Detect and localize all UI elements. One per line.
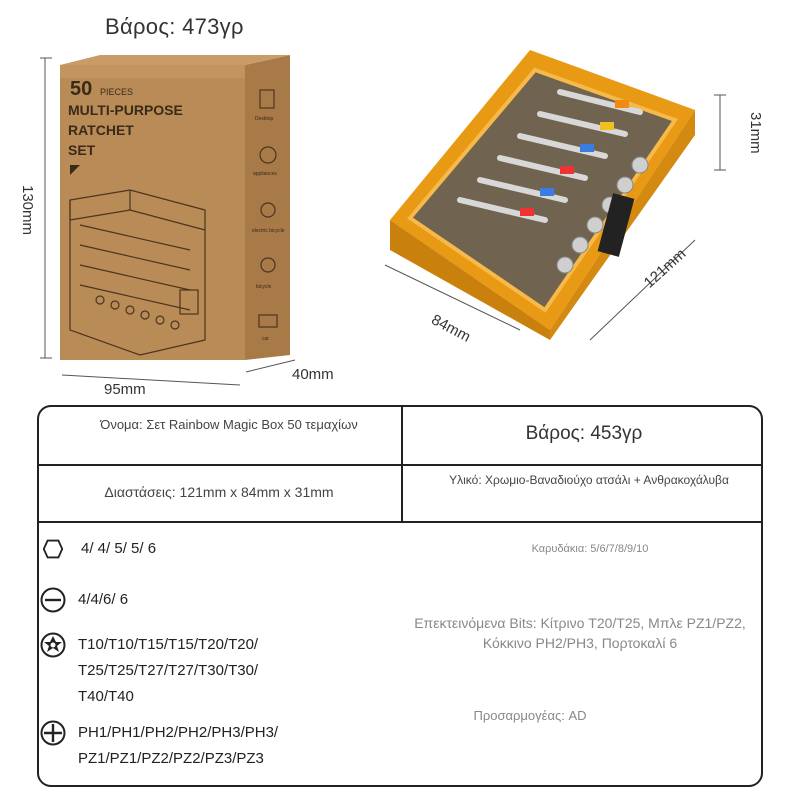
box-depth-label: 40mm xyxy=(292,366,334,383)
sockets-text: Καρυδάκια: 5/6/7/8/9/10 xyxy=(531,543,649,555)
spec-hex xyxy=(40,536,156,562)
box-pieces: PIECES xyxy=(100,87,134,97)
box-line1: MULTI-PURPOSE xyxy=(68,102,183,118)
box-height-label: 130mm xyxy=(19,185,36,236)
slotted-icon xyxy=(40,587,66,613)
case-length-label: 121mm xyxy=(640,245,690,292)
adapter-text: Προσαρμογέας: AD xyxy=(473,708,587,723)
product-dimensions: Διαστάσεις: 121mm x 84mm x 31mm xyxy=(104,484,334,500)
box-count: 50 xyxy=(70,78,93,100)
spec-torx-text: T10/T10/T15/T15/T20/T20/ T25/T25/T27/T27/T30/T30/ T40/T40 xyxy=(78,636,259,705)
case-depth-label: 31mm xyxy=(747,112,764,154)
case-width-label: 84mm xyxy=(428,311,474,346)
product-box-image xyxy=(40,50,320,390)
box-side-label: electric bicycle xyxy=(252,228,285,234)
spec-slotted xyxy=(40,587,128,613)
box-line3: SET xyxy=(68,142,96,158)
spec-slotted-text: 4/4/6/ 6 xyxy=(78,591,129,608)
product-name: Όνομα: Σετ Rainbow Magic Box 50 τεμαχίων xyxy=(100,417,358,432)
box-width-label: 95mm xyxy=(104,381,146,398)
spec-hex-text: 4/ 4/ 5/ 5/ 6 xyxy=(81,540,157,557)
torx-icon xyxy=(40,632,66,658)
product-weight: Βάρος: 453γρ xyxy=(525,423,643,444)
product-material: Υλικό: Χρωμιο-Βαναδιούχο ατσάλι + Ανθρακοχάλυβα xyxy=(449,473,729,487)
spec-torx xyxy=(40,632,258,710)
spec-phillips-text: PH1/PH1/PH2/PH2/PH3/PH3/ PZ1/PZ1/PZ2/PZ2/PZ3/PZ3 xyxy=(78,724,279,767)
box-line2: RATCHET xyxy=(68,122,134,138)
box-side-label: Desktop xyxy=(255,116,274,122)
box-side-label: car xyxy=(262,336,269,342)
box-weight-label: Βάρος: 473γρ xyxy=(105,14,244,39)
box-side-label: appliances xyxy=(253,171,277,177)
extended-bits-text: Επεκτεινόμενα Bits: Κίτρινο T20/T25, Μπλε PZ1/PZ2, Κόκκινο PH2/PH3, Πορτοκαλί 6 xyxy=(414,615,746,651)
hex-icon xyxy=(43,539,63,559)
phillips-icon xyxy=(40,720,66,746)
spec-phillips xyxy=(40,720,278,772)
box-side-label: bicycle xyxy=(256,284,272,290)
